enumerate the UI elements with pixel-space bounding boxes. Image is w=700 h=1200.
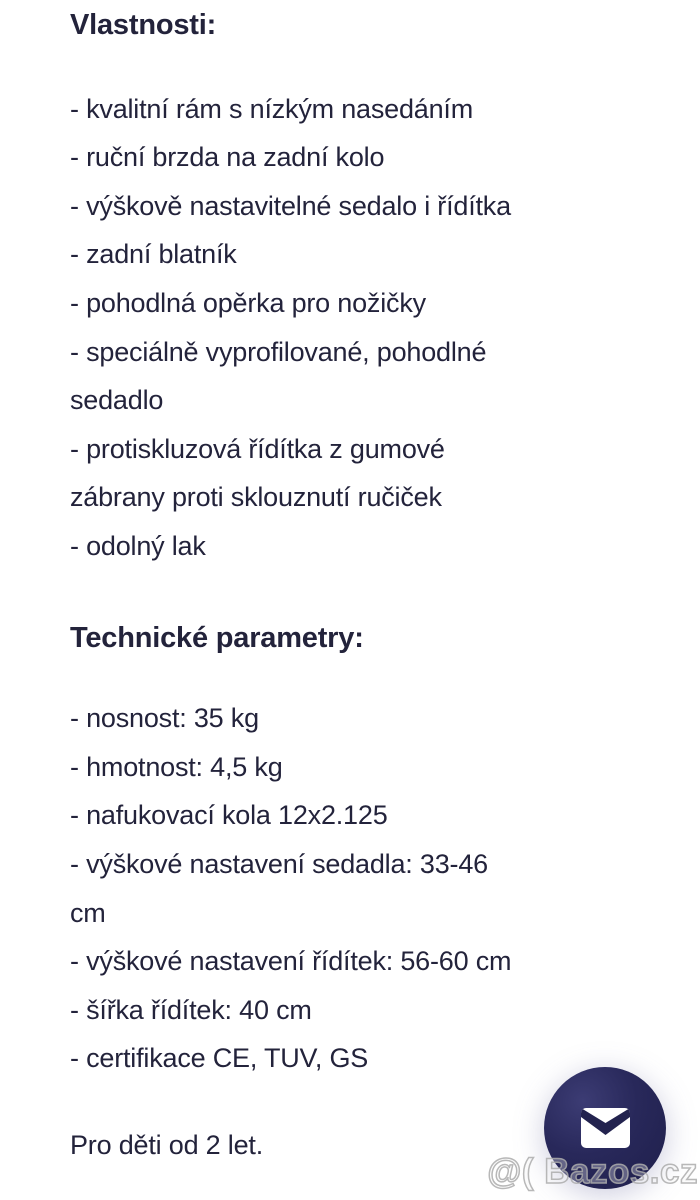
feature-line: - výškově nastavitelné sedalo i řídítka (70, 190, 511, 221)
section-heading-features: Vlastnosti: (70, 9, 217, 41)
parameter-line: - šířka řídítek: 40 cm (70, 994, 312, 1025)
parameter-line: - certifikace CE, TUV, GS (70, 1043, 369, 1074)
parameters-list (70, 694, 670, 1083)
footer-note: Pro děti od 2 let. (70, 1129, 264, 1160)
feature-line: - kvalitní rám s nízkým nasedáním (70, 93, 474, 124)
parameter-line: - nafukovací kola 12x2.125 (70, 800, 388, 831)
feature-line: - zadní blatník (70, 239, 237, 270)
parameter-line: - výškové nastavení řídítek: 56-60 cm (70, 946, 512, 977)
parameter-line: - hmotnost: 4,5 kg (70, 751, 283, 782)
envelope-icon (581, 1108, 630, 1148)
feature-line: - ruční brzda na zadní kolo (70, 142, 385, 173)
feature-line: - protiskluzová řídítka z gumové (70, 433, 445, 464)
contact-fab-button[interactable] (544, 1067, 666, 1189)
feature-line-continuation: zábrany proti sklouznutí ručiček (70, 482, 442, 513)
feature-line: - odolný lak (70, 530, 206, 561)
feature-line: - speciálně vyprofilované, pohodlné (70, 336, 487, 367)
features-list (70, 85, 670, 571)
watermark: @( Bazos.cz (487, 1152, 698, 1191)
section-heading-parameters: Technické parametry: (70, 621, 364, 654)
feature-line-continuation: sedadlo (70, 385, 164, 416)
parameter-line-continuation: cm (70, 897, 106, 928)
parameter-line: - výškové nastavení sedadla: 33-46 (70, 848, 488, 879)
feature-line: - pohodlná opěrka pro nožičky (70, 287, 426, 318)
parameter-line: - nosnost: 35 kg (70, 703, 259, 734)
